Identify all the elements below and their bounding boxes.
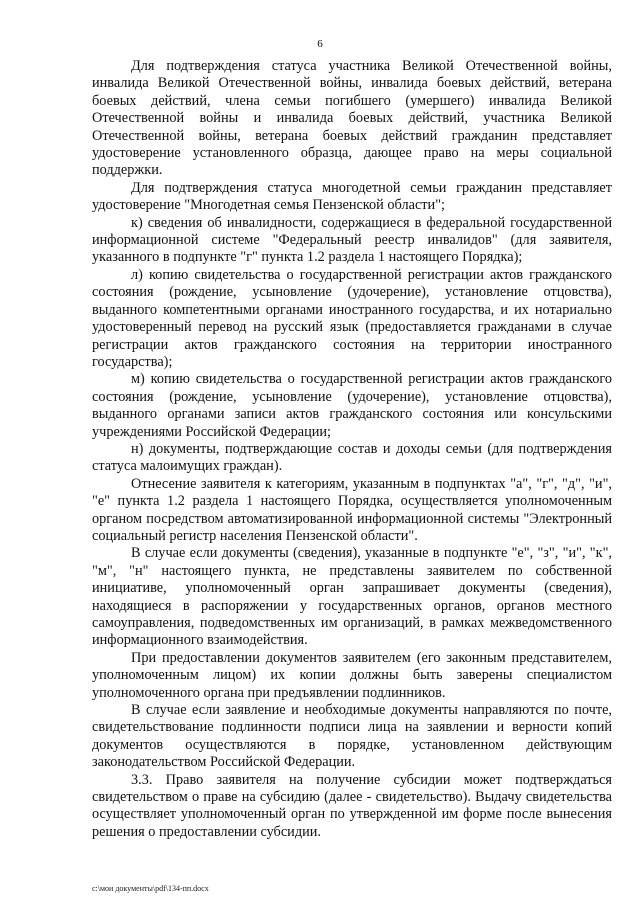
paragraph-item-n: н) документы, подтверждающие состав и доходы семьи (для подтверждения статуса малоимущих граждан). [92, 440, 612, 475]
paragraph-copy-certification: При предоставлении документов заявителем (его законным представителем, уполномоченным лицом) их копии должны быть заверены специалистом уполномоченного органа при предъявлении подлинников. [92, 649, 612, 701]
paragraph-item-k: к) сведения об инвалидности, содержащиеся в федеральной государственной информационной системе "Федеральный реестр инвалидов" (для заявителя, указанного в подпункте "г" пункта 1.2 раздела 1 настоящего Порядка); [92, 214, 612, 266]
paragraph-category-assignment: Отнесение заявителя к категориям, указанным в подпунктах "а", "г", "д", "и", "е" пункта 1.2 раздела 1 настоящего Порядка, осуществляется уполномоченным органом посредством автоматизированной информационной системы "Электронный социальный регистр населения Пензенской области". [92, 475, 612, 544]
paragraph-interagency-request: В случае если документы (сведения), указанные в подпункте "е", "з", "и", "к", "м", "н" настоящего пункта, не представлены заявителем по собственной инициативе, уполномоченный орган запрашивает документы (сведения), находящиеся в распоряжении у государственных органов, органов местного самоуправления, подведомственных им организаций, в рамках межведомственного информационного взаимодействия. [92, 545, 612, 649]
paragraph-postal-submission: В случае если заявление и необходимые документы направляются по почте, свидетельствование подлинности подписи лица на заявлении и верности копий документов осуществляются в порядке, установленном действующим законодательством Российской Федерации. [92, 702, 612, 771]
paragraph-large-family-status: Для подтверждения статуса многодетной семьи гражданин представляет удостоверение "Многодетная семья Пензенской области"; [92, 179, 612, 214]
footer-file-path: c:\мои документы\pdf\134-пп.docx [92, 884, 209, 893]
paragraph-item-l: л) копию свидетельства о государственной регистрации актов гражданского состояния (рождение, усыновление (удочерение), установление отцовства), выданного компетентными органами иностранного государства, и их нотариально удостоверенный перевод на русский язык (предоставляется гражданами в случае регистрации актов гражданского состояния на территории иностранного государства); [92, 266, 612, 370]
document-body [92, 58, 612, 841]
paragraph-veteran-status: Для подтверждения статуса участника Великой Отечественной войны, инвалида Великой Отечественной войны, инвалида боевых действий, ветерана боевых действий, члена семьи погибшего (умершего) инвалида Великой Отечественной войны и инвалида боевых действий, участника Великой Отечественной войны, ветерана боевых действий гражданин представляет удостоверение установленного образца, дающее право на меры социальной поддержки. [92, 58, 612, 179]
paragraph-item-m: м) копию свидетельства о государственной регистрации актов гражданского состояния (рождение, усыновление (удочерение), установление отцовства), выданного органами записи актов гражданского состояния или консульскими учреждениями Российской Федерации; [92, 371, 612, 440]
paragraph-section-3-3: 3.3. Право заявителя на получение субсидии может подтверждаться свидетельством о праве на субсидию (далее - свидетельство). Выдачу свидетельства осуществляет уполномоченный орган по утвержденной им форме после вынесения решения о предоставлении субсидии. [92, 771, 612, 840]
page-number: 6 [317, 38, 323, 50]
